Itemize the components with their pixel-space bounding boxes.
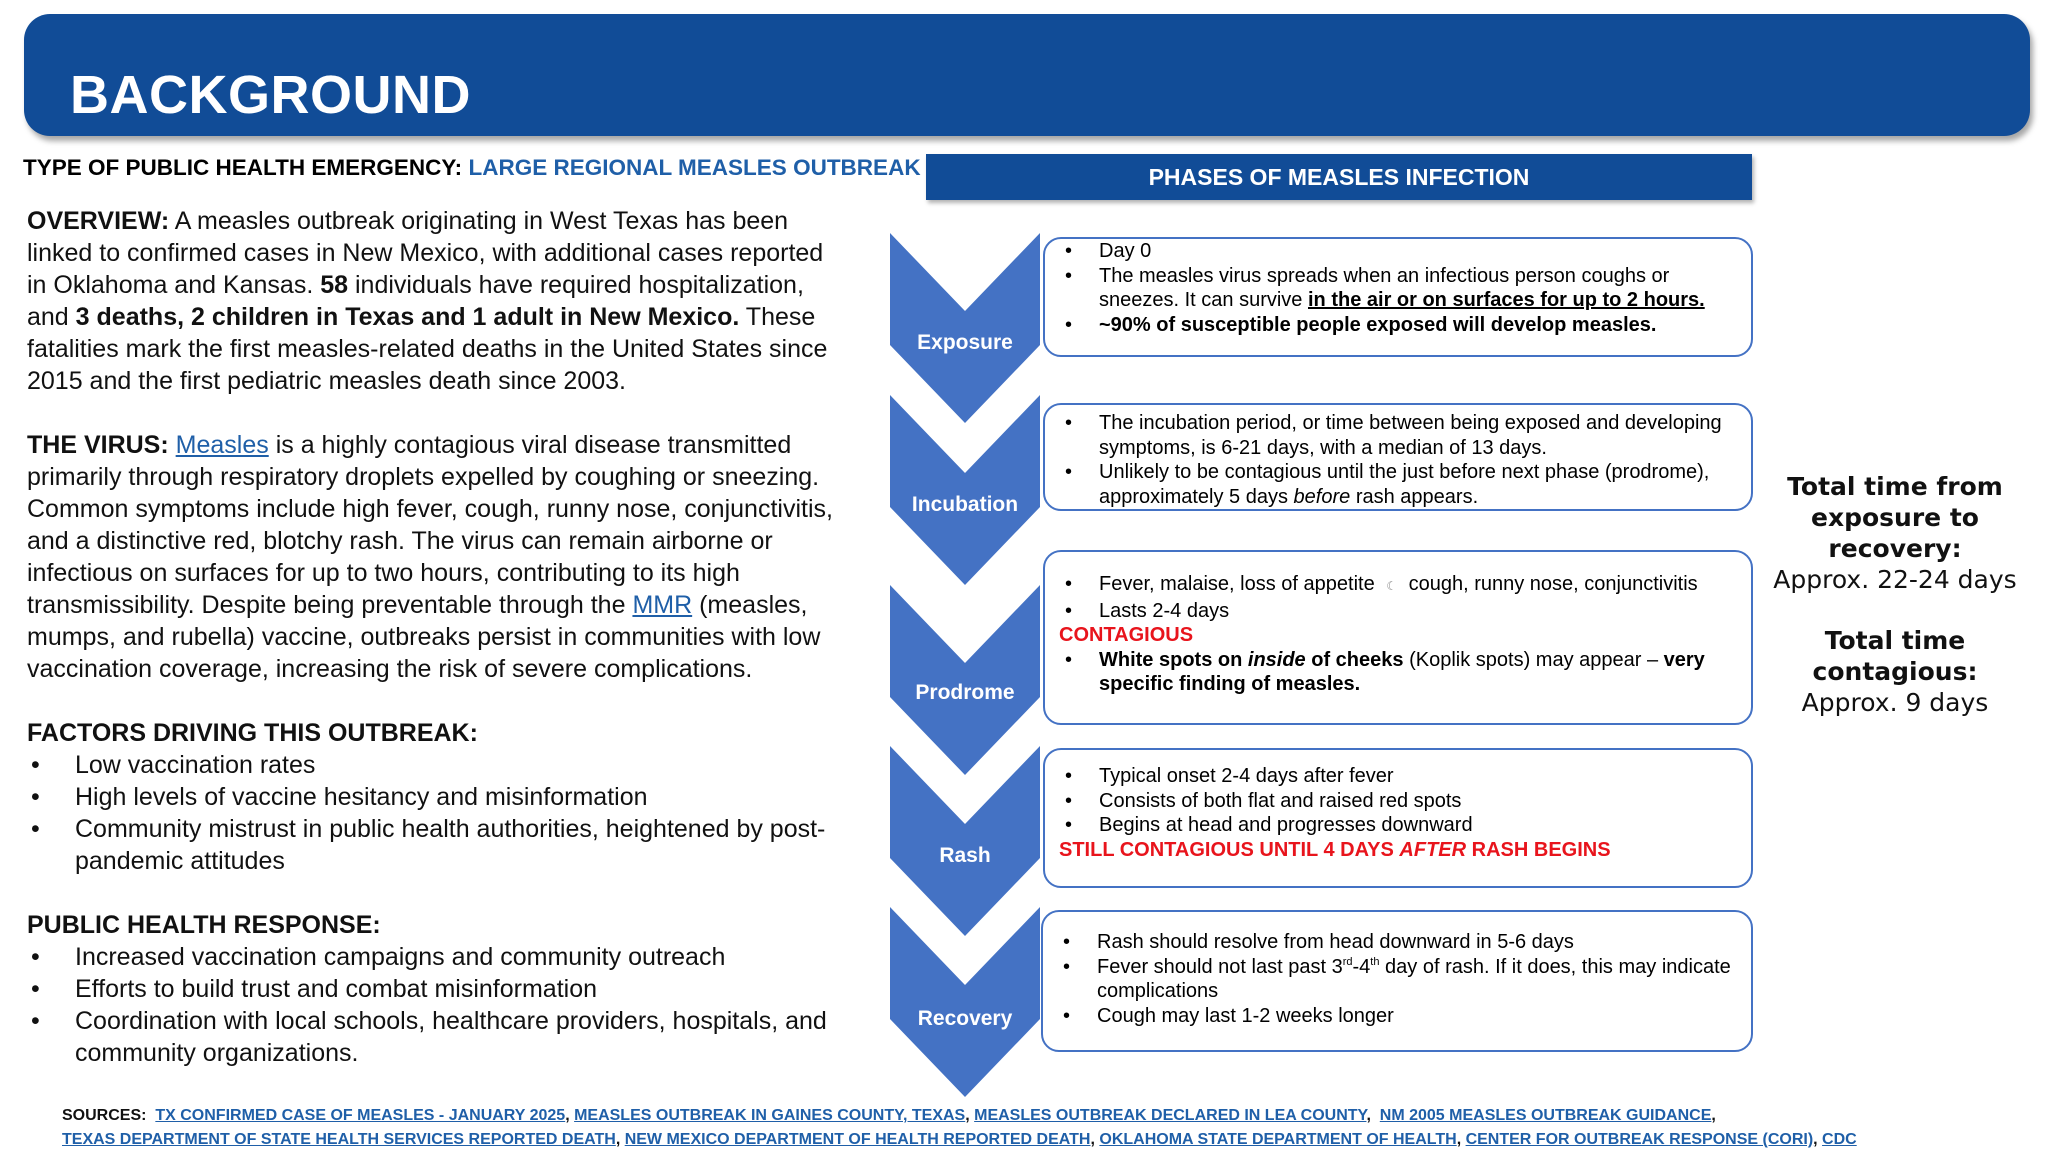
- list-item: • Rash should resolve from head downward in 5-6 days: [1057, 930, 1737, 955]
- phase-label-exposure: Exposure: [917, 331, 1013, 354]
- overview-hospitalized-count: 58: [320, 271, 349, 299]
- source-link[interactable]: MEASLES OUTBREAK IN GAINES COUNTY, TEXAS: [574, 1107, 966, 1124]
- total-contagious-heading: Total time contagious:: [1812, 626, 1978, 686]
- list-item: • The incubation period, or time between being exposed and developing symptoms, is 6-21 days, with a median of 13 days.: [1059, 411, 1737, 460]
- virus-paragraph: [27, 429, 837, 685]
- factors-list: [27, 749, 837, 877]
- phase-box-exposure: [1043, 237, 1753, 357]
- source-link[interactable]: CENTER FOR OUTBREAK RESPONSE (CORI): [1465, 1131, 1814, 1148]
- list-item: • Efforts to build trust and combat misinformation: [27, 973, 837, 1005]
- emergency-type-value: LARGE REGIONAL MEASLES OUTBREAK: [468, 155, 921, 180]
- source-link[interactable]: CDC: [1822, 1131, 1857, 1148]
- list-item: • Begins at head and progresses downward: [1059, 813, 1737, 838]
- list-item: • Fever should not last past 3rd-4th day of rash. If it does, this may indicate complications: [1057, 955, 1737, 1004]
- virus-text-2: (measles, mumps, and rubella) vaccine, outbreaks persist in communities with low vaccination coverage, increasing the risk of severe complications.: [27, 591, 821, 683]
- moon-icon: ☾: [1386, 579, 1398, 593]
- phase-label-recovery: Recovery: [917, 1007, 1013, 1030]
- list-item: • High levels of vaccine hesitancy and misinformation: [27, 781, 837, 813]
- list-item: • The measles virus spreads when an infectious person coughs or sneezes. It can survive in the air or on surfaces for up to 2 hours.: [1059, 264, 1737, 313]
- overview-text-3: These fatalities mark the first measles-related deaths in the United States since 2015 and the first pediatric measles death since 2003.: [27, 303, 828, 395]
- phases-title: PHASES OF MEASLES INFECTION: [926, 154, 1752, 200]
- list-item: • Coordination with local schools, healthcare providers, hospitals, and community organizations.: [27, 1005, 837, 1069]
- overview-text-2: individuals have required hospitalization, and: [27, 271, 804, 331]
- page-title: BACKGROUND: [70, 65, 471, 125]
- list-item: • Increased vaccination campaigns and community outreach: [27, 941, 837, 973]
- list-item: • ~90% of susceptible people exposed will develop measles.: [1059, 313, 1737, 338]
- sources-label: SOURCES:: [62, 1107, 147, 1124]
- source-link[interactable]: TEXAS DEPARTMENT OF STATE HEALTH SERVICES REPORTED DEATH: [62, 1131, 616, 1148]
- measles-link[interactable]: Measles: [175, 431, 269, 459]
- total-recovery-value: Approx. 22-24 days: [1773, 565, 2017, 594]
- total-recovery-block: [1760, 471, 2030, 595]
- overview-deaths: 3 deaths, 2 children in Texas and 1 adult in New Mexico.: [75, 303, 740, 331]
- sources-footer: SOURCES: TX CONFIRMED CASE OF MEASLES - JANUARY 2025, MEASLES OUTBREAK IN GAINES COUNTY, TEXAS, MEASLES OUTBREAK DECLARED IN LEA COUNTY, NM 2005 MEASLES OUTBREAK GUIDANCE, TEXAS DEPARTMENT OF STATE HEALTH SERVICES REPORTED DEATH, NEW MEXICO DEPARTMENT OF HEALTH REPORTED DEATH, OKLAHOMA STATE DEPARTMENT OF HEALTH, CENTER FOR OUTBREAK RESPONSE (CORI), CDC: [62, 1107, 1857, 1148]
- response-heading: PUBLIC HEALTH RESPONSE:: [27, 911, 381, 939]
- factors-heading: FACTORS DRIVING THIS OUTBREAK:: [27, 719, 478, 747]
- contagious-label: CONTAGIOUS: [1059, 624, 1194, 646]
- list-item: • Consists of both flat and raised red spots: [1059, 789, 1737, 814]
- title-banner: [24, 14, 2030, 136]
- phase-label-incubation: Incubation: [911, 493, 1019, 516]
- overview-paragraph: [27, 205, 837, 397]
- overview-heading: OVERVIEW:: [27, 207, 170, 235]
- list-item: • Cough may last 1-2 weeks longer: [1057, 1004, 1737, 1029]
- list-item: • Lasts 2-4 days: [1059, 599, 1737, 624]
- source-link[interactable]: NM 2005 MEASLES OUTBREAK GUIDANCE: [1379, 1107, 1712, 1124]
- virus-heading: THE VIRUS:: [27, 431, 169, 459]
- list-item: • Fever, malaise, loss of appetite ☾ cough, runny nose, conjunctivitis: [1059, 572, 1737, 599]
- list-item: • White spots on inside of cheeks (Koplik spots) may appear – very specific finding of measles.: [1059, 648, 1737, 697]
- total-contagious-value: Approx. 9 days: [1801, 688, 1989, 717]
- list-item: • Typical onset 2-4 days after fever: [1059, 764, 1737, 789]
- response-list: [27, 941, 837, 1069]
- chevron-recovery: [890, 907, 1040, 1097]
- total-recovery-heading: Total time from exposure to recovery:: [1787, 472, 2003, 563]
- virus-text-1: is a highly contagious viral disease transmitted primarily through respiratory droplets expelled by coughing or sneezing. Common symptoms include high fever, cough, runny nose, conjunctivitis, and a distinctive red, blotchy rash. The virus can remain airborne or infectious on surfaces for up to two hours, contributing to its high transmissibility. Despite being preventable through the: [27, 431, 833, 619]
- phase-box-recovery: [1041, 910, 1753, 1052]
- phase-label-prodrome: Prodrome: [915, 681, 1015, 704]
- left-text-column: [27, 205, 837, 1069]
- list-item: • Community mistrust in public health authorities, heightened by post-pandemic attitudes: [27, 813, 837, 877]
- mmr-link[interactable]: MMR: [632, 591, 693, 619]
- still-contagious-label: STILL CONTAGIOUS UNTIL 4 DAYS AFTER RASH BEGINS: [1059, 838, 1611, 861]
- list-item: • Day 0: [1059, 239, 1737, 264]
- overview-text-1: A measles outbreak originating in West Texas has been linked to confirmed cases in New Mexico, with additional cases reported in Oklahoma and Kansas.: [27, 207, 824, 299]
- total-contagious-block: [1760, 625, 2030, 718]
- list-item: • Low vaccination rates: [27, 749, 837, 781]
- emergency-type-label: TYPE OF PUBLIC HEALTH EMERGENCY:: [23, 155, 463, 180]
- source-link[interactable]: TX CONFIRMED CASE OF MEASLES - JANUARY 2025: [155, 1107, 566, 1124]
- source-link[interactable]: MEASLES OUTBREAK DECLARED IN LEA COUNTY: [974, 1107, 1367, 1124]
- emergency-type: [23, 155, 921, 181]
- source-link[interactable]: OKLAHOMA STATE DEPARTMENT OF HEALTH: [1099, 1131, 1457, 1148]
- phase-box-prodrome: [1043, 550, 1753, 725]
- phase-box-incubation: [1043, 403, 1753, 511]
- chevron-incubation: [890, 395, 1040, 585]
- source-link[interactable]: NEW MEXICO DEPARTMENT OF HEALTH REPORTED DEATH: [624, 1131, 1091, 1148]
- phase-label-rash: Rash: [939, 844, 991, 867]
- phase-box-rash: [1043, 748, 1753, 888]
- list-item: • Unlikely to be contagious until the just before next phase (prodrome), approximately 5 days before rash appears.: [1059, 460, 1737, 509]
